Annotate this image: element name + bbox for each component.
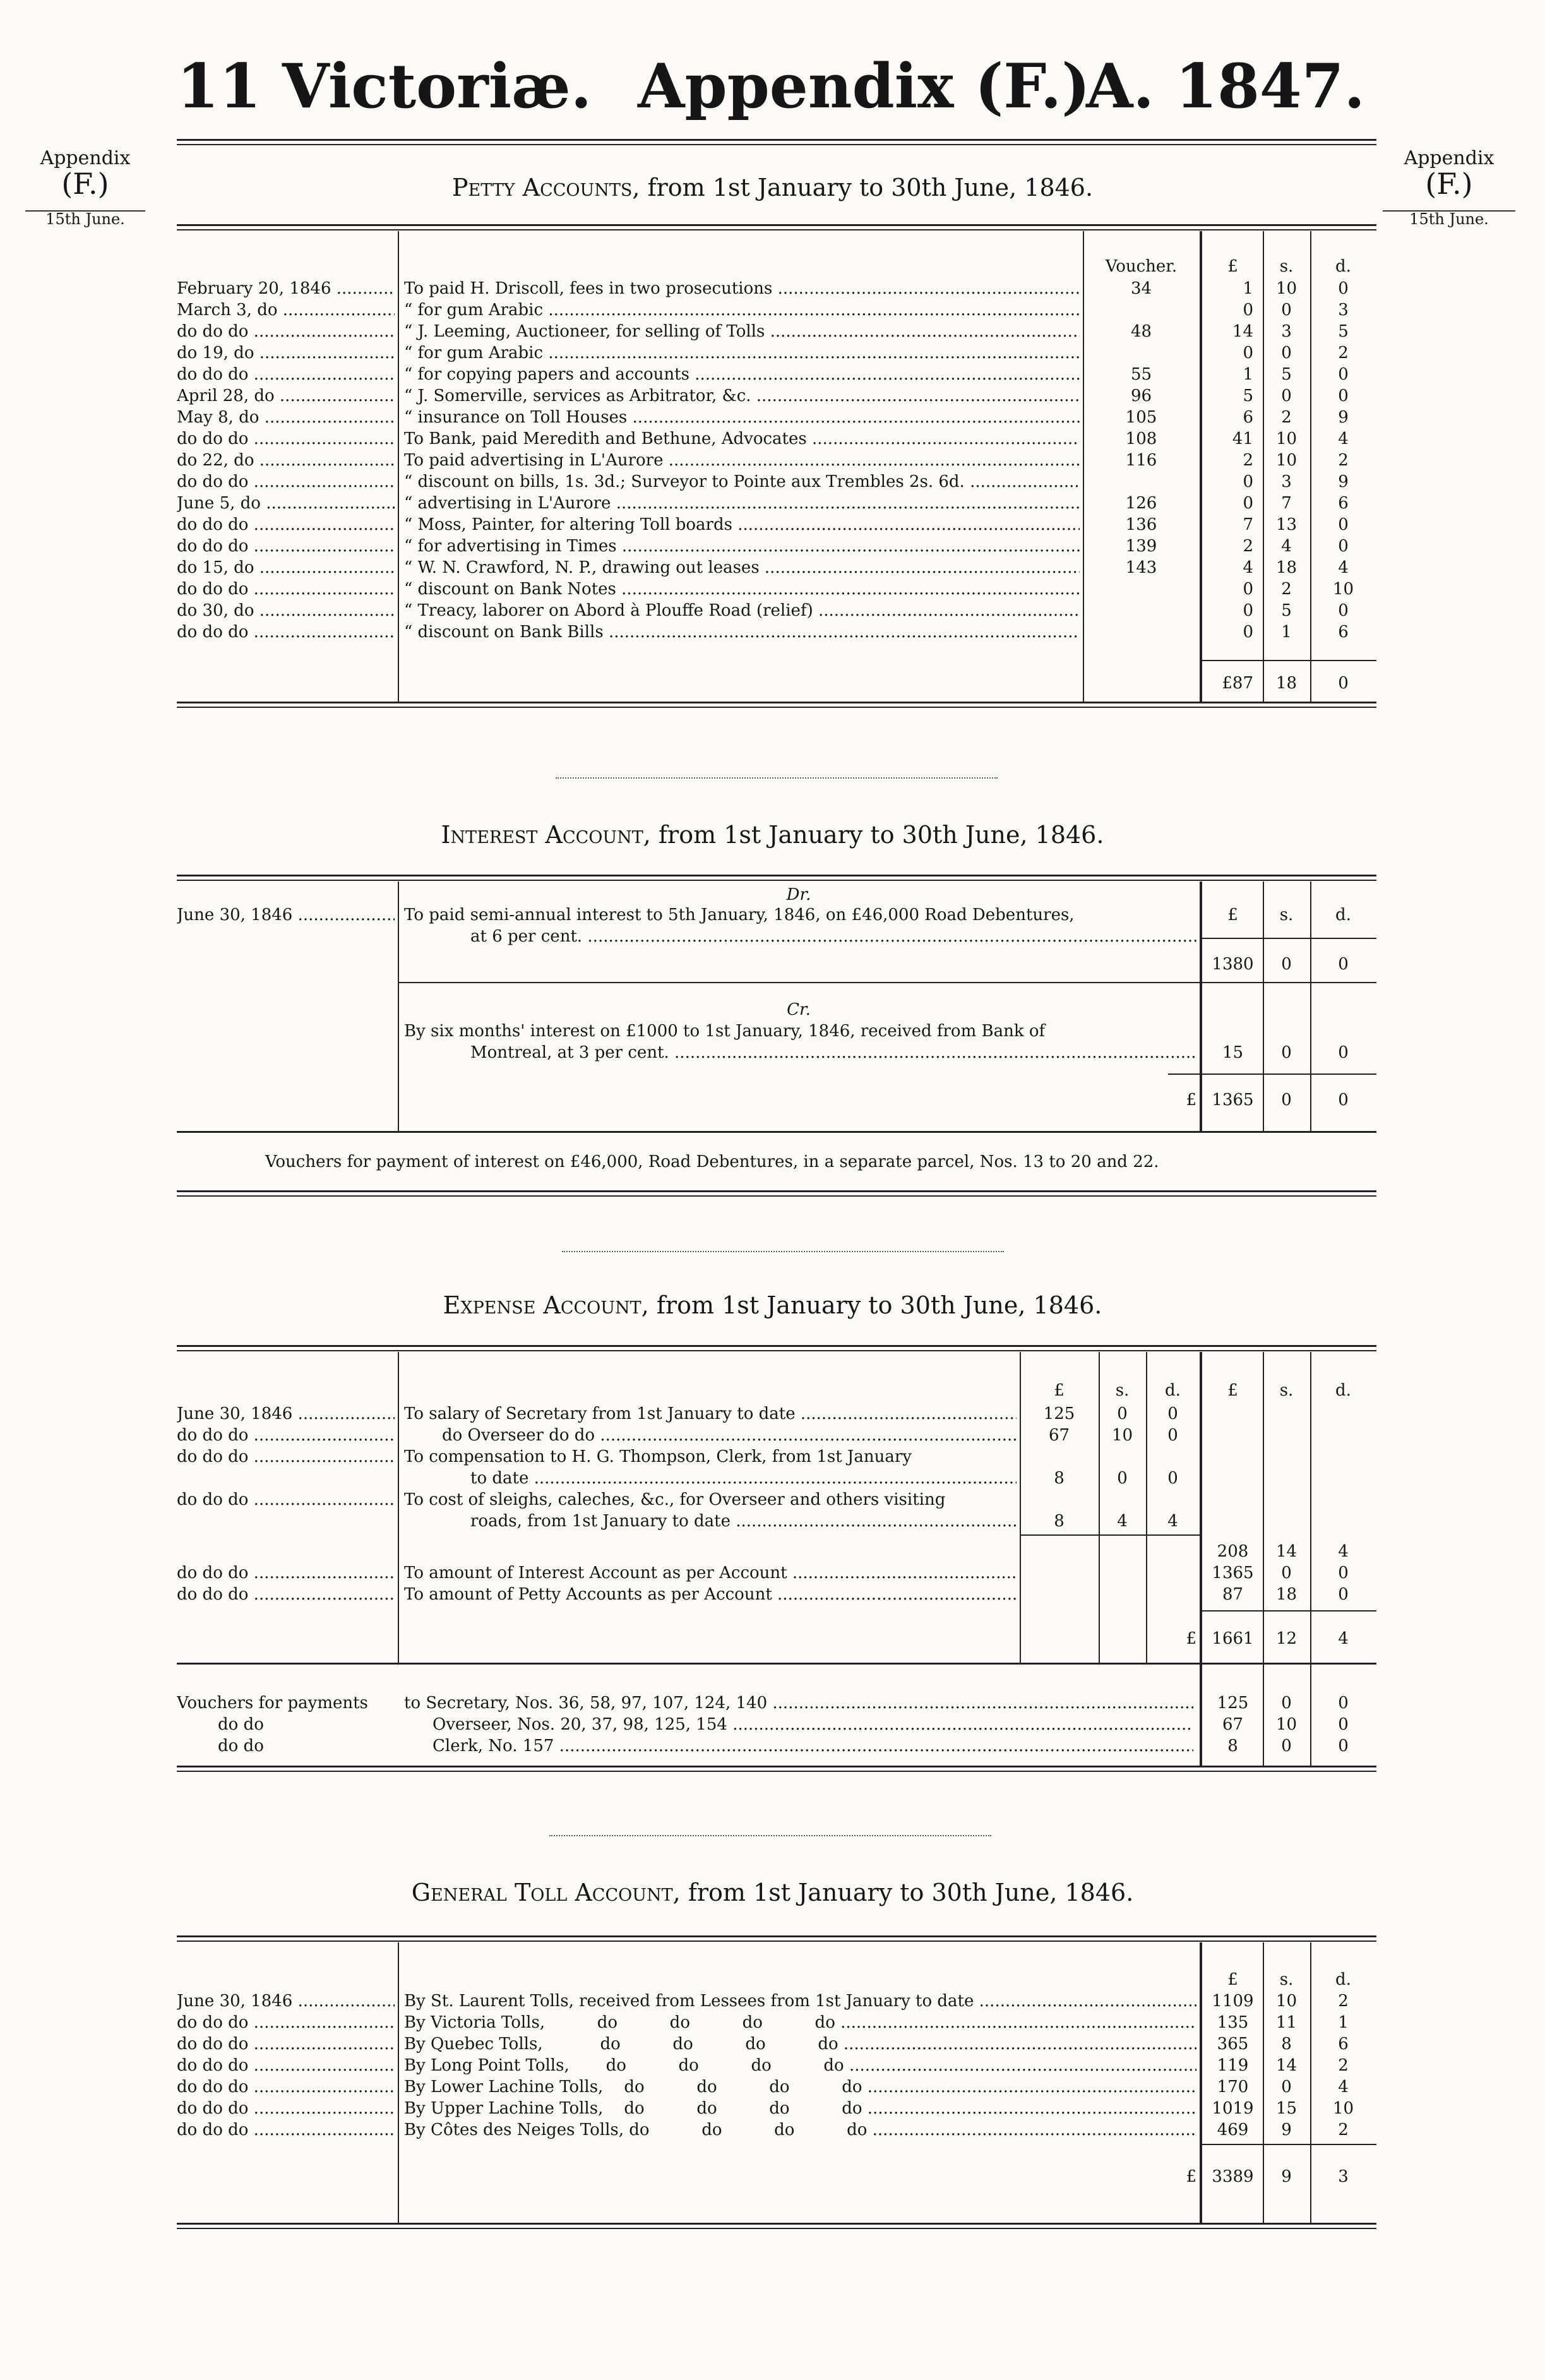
- expense-total-l: 1661: [1212, 1629, 1254, 1648]
- toll-l: 135: [1217, 2013, 1249, 2032]
- petty-desc: “ J. Leeming, Auctioneer, for selling of Tolls .....: [404, 321, 1080, 342]
- rule: [1200, 938, 1376, 939]
- petty-d: 5: [1338, 322, 1349, 341]
- margin-right-f: (F.): [1425, 166, 1473, 201]
- petty-voucher: 139: [1125, 537, 1157, 556]
- rule: [177, 1771, 1376, 1772]
- expense-l1: 8: [1054, 1512, 1065, 1531]
- toll-desc: By Long Point Tolls, do do do do .....: [404, 2055, 1196, 2076]
- petty-s: 4: [1281, 537, 1292, 556]
- petty-d: 0: [1338, 386, 1349, 405]
- petty-d: 9: [1338, 408, 1349, 427]
- col-line: [1200, 1942, 1202, 2223]
- toll-col-d: d.: [1335, 1970, 1351, 1989]
- expense-title-sc: Expense Account,: [443, 1291, 649, 1319]
- rule: [177, 1940, 1376, 1942]
- toll-date: do do do .....: [177, 2098, 395, 2119]
- petty-voucher: 55: [1130, 365, 1152, 384]
- petty-title-rest: from 1st January to 30th June, 1846.: [640, 174, 1094, 201]
- petty-l: 1: [1243, 365, 1253, 384]
- expense-date: do do do .....: [177, 1446, 395, 1468]
- petty-l: 4: [1243, 558, 1253, 577]
- interest-cr-amount: 15: [1222, 1043, 1244, 1062]
- rule: [177, 224, 1376, 226]
- rule: [177, 880, 1376, 881]
- petty-date: do do do .....: [177, 621, 395, 643]
- petty-desc: “ Moss, Painter, for altering Toll boards .....: [404, 514, 1080, 535]
- expense-s1: 4: [1117, 1512, 1128, 1531]
- petty-s: 2: [1281, 580, 1292, 599]
- toll-l: 119: [1217, 2056, 1249, 2075]
- expense-desc: To amount of Interest Account as per Account .....: [404, 1562, 1017, 1584]
- rule: [398, 982, 1376, 983]
- toll-d: 6: [1338, 2035, 1349, 2054]
- divider: [556, 774, 998, 779]
- toll-desc: By Côtes des Neiges Tolls, do do do do .....: [404, 2119, 1196, 2141]
- toll-s: 8: [1281, 2035, 1292, 2054]
- toll-desc: By Quebec Tolls, do do do do .....: [404, 2033, 1196, 2055]
- toll-date: do do do .....: [177, 2076, 395, 2098]
- petty-s: 13: [1275, 515, 1297, 534]
- petty-title: [0, 174, 1545, 201]
- margin-left-label: Appendix: [40, 147, 131, 169]
- toll-title-sc: General Toll Account,: [411, 1879, 681, 1906]
- petty-voucher: 34: [1130, 279, 1152, 298]
- interest-date: June 30, 1846 .....: [177, 904, 395, 926]
- petty-desc: “ for copying papers and accounts .....: [404, 364, 1080, 385]
- rule: [177, 1190, 1376, 1192]
- petty-col-d: d.: [1335, 257, 1351, 276]
- header-right: A. 1847.: [1086, 51, 1365, 122]
- col-line: [1200, 882, 1202, 1131]
- petty-date: February 20, 1846 .....: [177, 278, 395, 299]
- expense-voucher-a: Vouchers for payments: [177, 1694, 368, 1713]
- interest-note: Vouchers for payment of interest on £46,000, Road Debentures, in a separate parcel, Nos. 13 to 20 and 22.: [265, 1152, 1159, 1171]
- petty-s: 10: [1275, 451, 1297, 470]
- interest-dr-label: Dr.: [786, 885, 811, 904]
- interest-dr-text2: at 6 per cent. .....: [470, 926, 1196, 947]
- petty-date: June 5, do .....: [177, 493, 395, 514]
- toll-s: 14: [1275, 2056, 1297, 2075]
- expense-subtotal-l: 208: [1217, 1542, 1249, 1561]
- expense-total-s: 12: [1275, 1629, 1297, 1648]
- toll-s: 10: [1275, 1992, 1297, 2011]
- expense-date: do do do .....: [177, 1425, 395, 1446]
- toll-l: 1019: [1212, 2099, 1254, 2118]
- petty-s: 3: [1281, 322, 1292, 341]
- expense-s1: 10: [1111, 1426, 1133, 1445]
- expense-date: do do do .....: [177, 1562, 395, 1584]
- petty-desc: “ advertising in L'Aurore .....: [404, 493, 1080, 514]
- toll-l: 1109: [1212, 1992, 1254, 2011]
- toll-d: 4: [1338, 2078, 1349, 2096]
- divider: [549, 1831, 991, 1836]
- interest-total: 1365: [1212, 1091, 1254, 1109]
- petty-d: 3: [1338, 301, 1349, 320]
- interest-cr-text2: Montreal, at 3 per cent. .....: [470, 1042, 1196, 1063]
- expense-title-rest: from 1st January to 30th June, 1846.: [648, 1291, 1102, 1319]
- toll-l: 365: [1217, 2035, 1249, 2054]
- expense-d1: 4: [1167, 1512, 1178, 1531]
- toll-s: 9: [1281, 2120, 1292, 2139]
- petty-total-rule: [1200, 660, 1376, 661]
- divider: [562, 1247, 1004, 1252]
- toll-date: do do do .....: [177, 2119, 395, 2141]
- margin-left-date: 15th June.: [25, 210, 145, 227]
- toll-total-sym: £: [1186, 2167, 1196, 2186]
- expense-desc2: to date .....: [470, 1468, 1017, 1489]
- petty-l: 2: [1243, 537, 1253, 556]
- toll-l: 469: [1217, 2120, 1249, 2139]
- expense-l2: 87: [1222, 1585, 1244, 1604]
- rule: [1020, 1534, 1200, 1536]
- rule: [177, 1663, 1376, 1665]
- petty-l: 0: [1243, 601, 1253, 620]
- petty-l: 41: [1232, 429, 1253, 448]
- petty-date: do 30, do .....: [177, 600, 395, 621]
- expense-subtotal-d: 4: [1338, 1542, 1349, 1561]
- rule: [177, 1345, 1376, 1347]
- expense-l1: 8: [1054, 1469, 1065, 1488]
- toll-total-l: 3389: [1212, 2167, 1254, 2186]
- toll-d: 2: [1338, 1992, 1349, 2011]
- expense-s1: 0: [1117, 1404, 1128, 1423]
- toll-d: 10: [1332, 2099, 1354, 2118]
- petty-desc: “ for advertising in Times .....: [404, 535, 1080, 557]
- expense-l1: 125: [1043, 1404, 1075, 1423]
- petty-col-s: s.: [1279, 257, 1294, 276]
- interest-title: [0, 821, 1545, 849]
- expense-voucher-s: 0: [1281, 1737, 1292, 1755]
- petty-desc: “ Treacy, laborer on Abord à Plouffe Road (relief) .....: [404, 600, 1080, 621]
- expense-d2: 0: [1338, 1585, 1349, 1604]
- expense-voucher-l: 8: [1227, 1737, 1238, 1755]
- petty-s: 1: [1281, 623, 1292, 642]
- rule: [177, 707, 1376, 708]
- rule: [177, 144, 1376, 145]
- petty-l: 0: [1243, 580, 1253, 599]
- petty-desc: “ discount on Bank Bills .....: [404, 621, 1080, 643]
- toll-total-s: 9: [1281, 2167, 1292, 2186]
- expense-voucher-l: 125: [1217, 1694, 1249, 1713]
- expense-d2: 0: [1338, 1564, 1349, 1582]
- petty-desc: “ for gum Arabic .....: [404, 299, 1080, 321]
- col-line: [1200, 1665, 1202, 1766]
- expense-date: June 30, 1846 .....: [177, 1403, 395, 1425]
- interest-dr-text1: To paid semi-annual interest to 5th January, 1846, on £46,000 Road Debentures,: [404, 906, 1075, 924]
- petty-d: 2: [1338, 451, 1349, 470]
- expense-desc: To compensation to H. G. Thompson, Clerk, from 1st January: [404, 1447, 912, 1466]
- petty-desc: “ J. Somerville, services as Arbitrator, &c. .....: [404, 385, 1080, 407]
- toll-col-s: s.: [1279, 1970, 1294, 1989]
- rule: [177, 1195, 1376, 1197]
- expense-desc: To cost of sleighs, caleches, &c., for Overseer and others visiting: [404, 1490, 946, 1509]
- toll-desc: By Victoria Tolls, do do do do .....: [404, 2012, 1196, 2033]
- petty-date: do do do .....: [177, 578, 395, 600]
- petty-d: 0: [1338, 515, 1349, 534]
- petty-s: 2: [1281, 408, 1292, 427]
- petty-voucher: 48: [1130, 322, 1152, 341]
- expense-total-d: 4: [1338, 1629, 1349, 1648]
- petty-desc: To paid H. Driscoll, fees in two prosecutions .....: [404, 278, 1080, 299]
- toll-d: 1: [1338, 2013, 1349, 2032]
- petty-date: do do do .....: [177, 364, 395, 385]
- expense-voucher-d: 0: [1338, 1694, 1349, 1713]
- expense-col-d1: d.: [1165, 1381, 1181, 1400]
- toll-title-rest: from 1st January to 30th June, 1846.: [680, 1879, 1134, 1906]
- petty-d: 6: [1338, 494, 1349, 513]
- expense-desc2: roads, from 1st January to date .....: [470, 1510, 1017, 1532]
- expense-col-d2: d.: [1335, 1381, 1351, 1400]
- toll-date: do do do .....: [177, 2012, 395, 2033]
- petty-l: 0: [1243, 494, 1253, 513]
- toll-l: 170: [1217, 2078, 1249, 2096]
- expense-d1: 0: [1167, 1469, 1178, 1488]
- expense-date: do do do .....: [177, 1489, 395, 1510]
- expense-voucher-a: do do: [218, 1715, 264, 1734]
- rule: [177, 1766, 1376, 1767]
- toll-desc: By Upper Lachine Tolls, do do do do .....: [404, 2098, 1196, 2119]
- toll-col-l: £: [1227, 1970, 1238, 1989]
- col-line: [398, 231, 399, 702]
- expense-desc: To salary of Secretary from 1st January to date .....: [404, 1403, 1017, 1425]
- petty-s: 0: [1281, 386, 1292, 405]
- petty-date: do 15, do .....: [177, 557, 395, 578]
- petty-voucher: 126: [1125, 494, 1157, 513]
- interest-cr-s: 0: [1281, 1043, 1292, 1062]
- rule: [177, 1131, 1376, 1133]
- header-left: 11 Victoriæ.: [177, 51, 592, 122]
- petty-total-d: 0: [1338, 674, 1349, 693]
- toll-desc: By St. Laurent Tolls, received from Lessees from 1st January to date .....: [404, 1990, 1196, 2012]
- expense-title: [0, 1291, 1545, 1319]
- toll-date: June 30, 1846 .....: [177, 1990, 395, 2012]
- expense-voucher-b: Clerk, No. 157 .....: [432, 1735, 1193, 1757]
- expense-date: do do do .....: [177, 1584, 395, 1605]
- petty-s: 7: [1281, 494, 1292, 513]
- margin-right-date: 15th June.: [1383, 210, 1515, 227]
- expense-d1: 0: [1167, 1404, 1178, 1423]
- expense-voucher-a: do do: [218, 1737, 264, 1755]
- expense-d1: 0: [1167, 1426, 1178, 1445]
- expense-col-l2: £: [1227, 1381, 1238, 1400]
- petty-d: 2: [1338, 344, 1349, 362]
- petty-l: 14: [1232, 322, 1253, 341]
- petty-s: 5: [1281, 601, 1292, 620]
- interest-dr-label-row: [0, 884, 1545, 906]
- petty-l: 2: [1243, 451, 1253, 470]
- petty-s: 10: [1275, 279, 1297, 298]
- expense-voucher-d: 0: [1338, 1715, 1349, 1734]
- petty-desc: “ discount on bills, 1s. 3d.; Surveyor to Pointe aux Trembles 2s. 6d. .....: [404, 471, 1080, 493]
- expense-voucher-d: 0: [1338, 1737, 1349, 1755]
- petty-voucher: 105: [1125, 408, 1157, 427]
- rule: [177, 2223, 1376, 2225]
- petty-date: do 19, do .....: [177, 342, 395, 364]
- petty-col-voucher: Voucher.: [1105, 257, 1178, 276]
- header-center: Appendix (F.): [638, 51, 1090, 122]
- rule: [177, 229, 1376, 230]
- interest-title-sc: Interest Account,: [441, 821, 651, 849]
- petty-s: 0: [1281, 344, 1292, 362]
- petty-date: do do do .....: [177, 471, 395, 493]
- petty-desc: To paid advertising in L'Aurore .....: [404, 450, 1080, 471]
- petty-date: do 22, do .....: [177, 450, 395, 471]
- interest-dr-d: 0: [1338, 955, 1349, 974]
- interest-dr-amount: 1380: [1212, 955, 1254, 974]
- expense-col-l1: £: [1054, 1381, 1065, 1400]
- petty-d: 4: [1338, 429, 1349, 448]
- petty-total-s: 18: [1275, 674, 1297, 693]
- rule: [1200, 1610, 1376, 1612]
- petty-voucher: 136: [1125, 515, 1157, 534]
- petty-s: 0: [1281, 301, 1292, 320]
- petty-voucher: 116: [1125, 451, 1157, 470]
- petty-l: 0: [1243, 344, 1253, 362]
- interest-dr-s: 0: [1281, 955, 1292, 974]
- interest-title-rest: from 1st January to 30th June, 1846.: [650, 821, 1104, 849]
- petty-d: 6: [1338, 623, 1349, 642]
- col-line: [398, 1942, 399, 2223]
- petty-desc: “ W. N. Crawford, N. P., drawing out leases .....: [404, 557, 1080, 578]
- rule: [177, 875, 1376, 876]
- petty-title-sc: Petty Accounts,: [451, 174, 640, 201]
- margin-right-label: Appendix: [1404, 147, 1494, 169]
- petty-date: March 3, do .....: [177, 299, 395, 321]
- petty-s: 10: [1275, 429, 1297, 448]
- interest-cr-label: Cr.: [787, 1000, 811, 1019]
- interest-cr-text1: By six months' interest on £1000 to 1st January, 1846, received from Bank of: [404, 1022, 1046, 1041]
- rule: [177, 1350, 1376, 1351]
- col-line: [1200, 1352, 1202, 1663]
- petty-col-l: £: [1227, 257, 1238, 276]
- toll-d: 2: [1338, 2056, 1349, 2075]
- margin-left-f: (F.): [61, 166, 109, 201]
- toll-date: do do do .....: [177, 2055, 395, 2076]
- rule: [177, 139, 1376, 141]
- expense-col-s2: s.: [1279, 1381, 1294, 1400]
- petty-l: 0: [1243, 301, 1253, 320]
- expense-s2: 0: [1281, 1564, 1292, 1582]
- petty-l: 5: [1243, 386, 1253, 405]
- petty-l: 0: [1243, 623, 1253, 642]
- petty-d: 0: [1338, 279, 1349, 298]
- expense-voucher-s: 10: [1275, 1715, 1297, 1734]
- petty-date: do do do .....: [177, 321, 395, 342]
- petty-s: 18: [1275, 558, 1297, 577]
- petty-desc: To Bank, paid Meredith and Bethune, Advocates .....: [404, 428, 1080, 450]
- expense-col-s1: s.: [1115, 1381, 1130, 1400]
- expense-total-sym: £: [1186, 1629, 1196, 1648]
- petty-l: 7: [1243, 515, 1253, 534]
- interest-total-d: 0: [1338, 1091, 1349, 1109]
- expense-l2: 1365: [1212, 1564, 1254, 1582]
- interest-col-d: d.: [1335, 906, 1351, 924]
- interest-col-l: £: [1227, 906, 1238, 924]
- expense-desc: To amount of Petty Accounts as per Account .....: [404, 1584, 1017, 1605]
- petty-d: 10: [1332, 580, 1354, 599]
- expense-voucher-b: Overseer, Nos. 20, 37, 98, 125, 154 .....: [432, 1714, 1193, 1735]
- expense-voucher-s: 0: [1281, 1694, 1292, 1713]
- petty-date: May 8, do .....: [177, 407, 395, 428]
- expense-voucher-l: 67: [1222, 1715, 1244, 1734]
- petty-date: do do do .....: [177, 428, 395, 450]
- rule: [1200, 2144, 1376, 2145]
- expense-s1: 0: [1117, 1469, 1128, 1488]
- interest-col-s: s.: [1279, 906, 1294, 924]
- petty-d: 0: [1338, 601, 1349, 620]
- expense-s2: 18: [1275, 1585, 1297, 1604]
- col-line: [1200, 231, 1202, 702]
- petty-d: 0: [1338, 537, 1349, 556]
- petty-d: 4: [1338, 558, 1349, 577]
- toll-title: [0, 1879, 1545, 1906]
- petty-date: April 28, do .....: [177, 385, 395, 407]
- petty-date: do do do .....: [177, 514, 395, 535]
- interest-total-sym: £: [1186, 1091, 1196, 1109]
- rule: [177, 702, 1376, 703]
- petty-voucher: 108: [1125, 429, 1157, 448]
- petty-s: 3: [1281, 472, 1292, 491]
- petty-voucher: 96: [1130, 386, 1152, 405]
- expense-subtotal-s: 14: [1275, 1542, 1297, 1561]
- col-line: [398, 1352, 399, 1663]
- expense-l1: 67: [1048, 1426, 1070, 1445]
- petty-desc: “ for gum Arabic .....: [404, 342, 1080, 364]
- petty-voucher: 143: [1125, 558, 1157, 577]
- petty-desc: “ insurance on Toll Houses .....: [404, 407, 1080, 428]
- rule: [1168, 1073, 1376, 1075]
- toll-s: 0: [1281, 2078, 1292, 2096]
- petty-s: 5: [1281, 365, 1292, 384]
- toll-date: do do do .....: [177, 2033, 395, 2055]
- petty-l: 1: [1243, 279, 1253, 298]
- toll-total-d: 3: [1338, 2167, 1349, 2186]
- toll-desc: By Lower Lachine Tolls, do do do do .....: [404, 2076, 1196, 2098]
- petty-l: 0: [1243, 472, 1253, 491]
- rule: [177, 2228, 1376, 2229]
- interest-cr-d: 0: [1338, 1043, 1349, 1062]
- petty-desc: “ discount on Bank Notes .....: [404, 578, 1080, 600]
- expense-desc: do Overseer do do .....: [442, 1425, 1017, 1446]
- toll-s: 15: [1275, 2099, 1297, 2118]
- petty-l: 6: [1243, 408, 1253, 427]
- petty-total-l: £87: [1222, 674, 1253, 693]
- toll-s: 11: [1275, 2013, 1297, 2032]
- rule: [177, 1935, 1376, 1937]
- petty-d: 0: [1338, 365, 1349, 384]
- expense-voucher-b: to Secretary, Nos. 36, 58, 97, 107, 124, 140 .....: [404, 1692, 1193, 1714]
- petty-date: do do do .....: [177, 535, 395, 557]
- petty-d: 9: [1338, 472, 1349, 491]
- interest-total-s: 0: [1281, 1091, 1292, 1109]
- toll-d: 2: [1338, 2120, 1349, 2139]
